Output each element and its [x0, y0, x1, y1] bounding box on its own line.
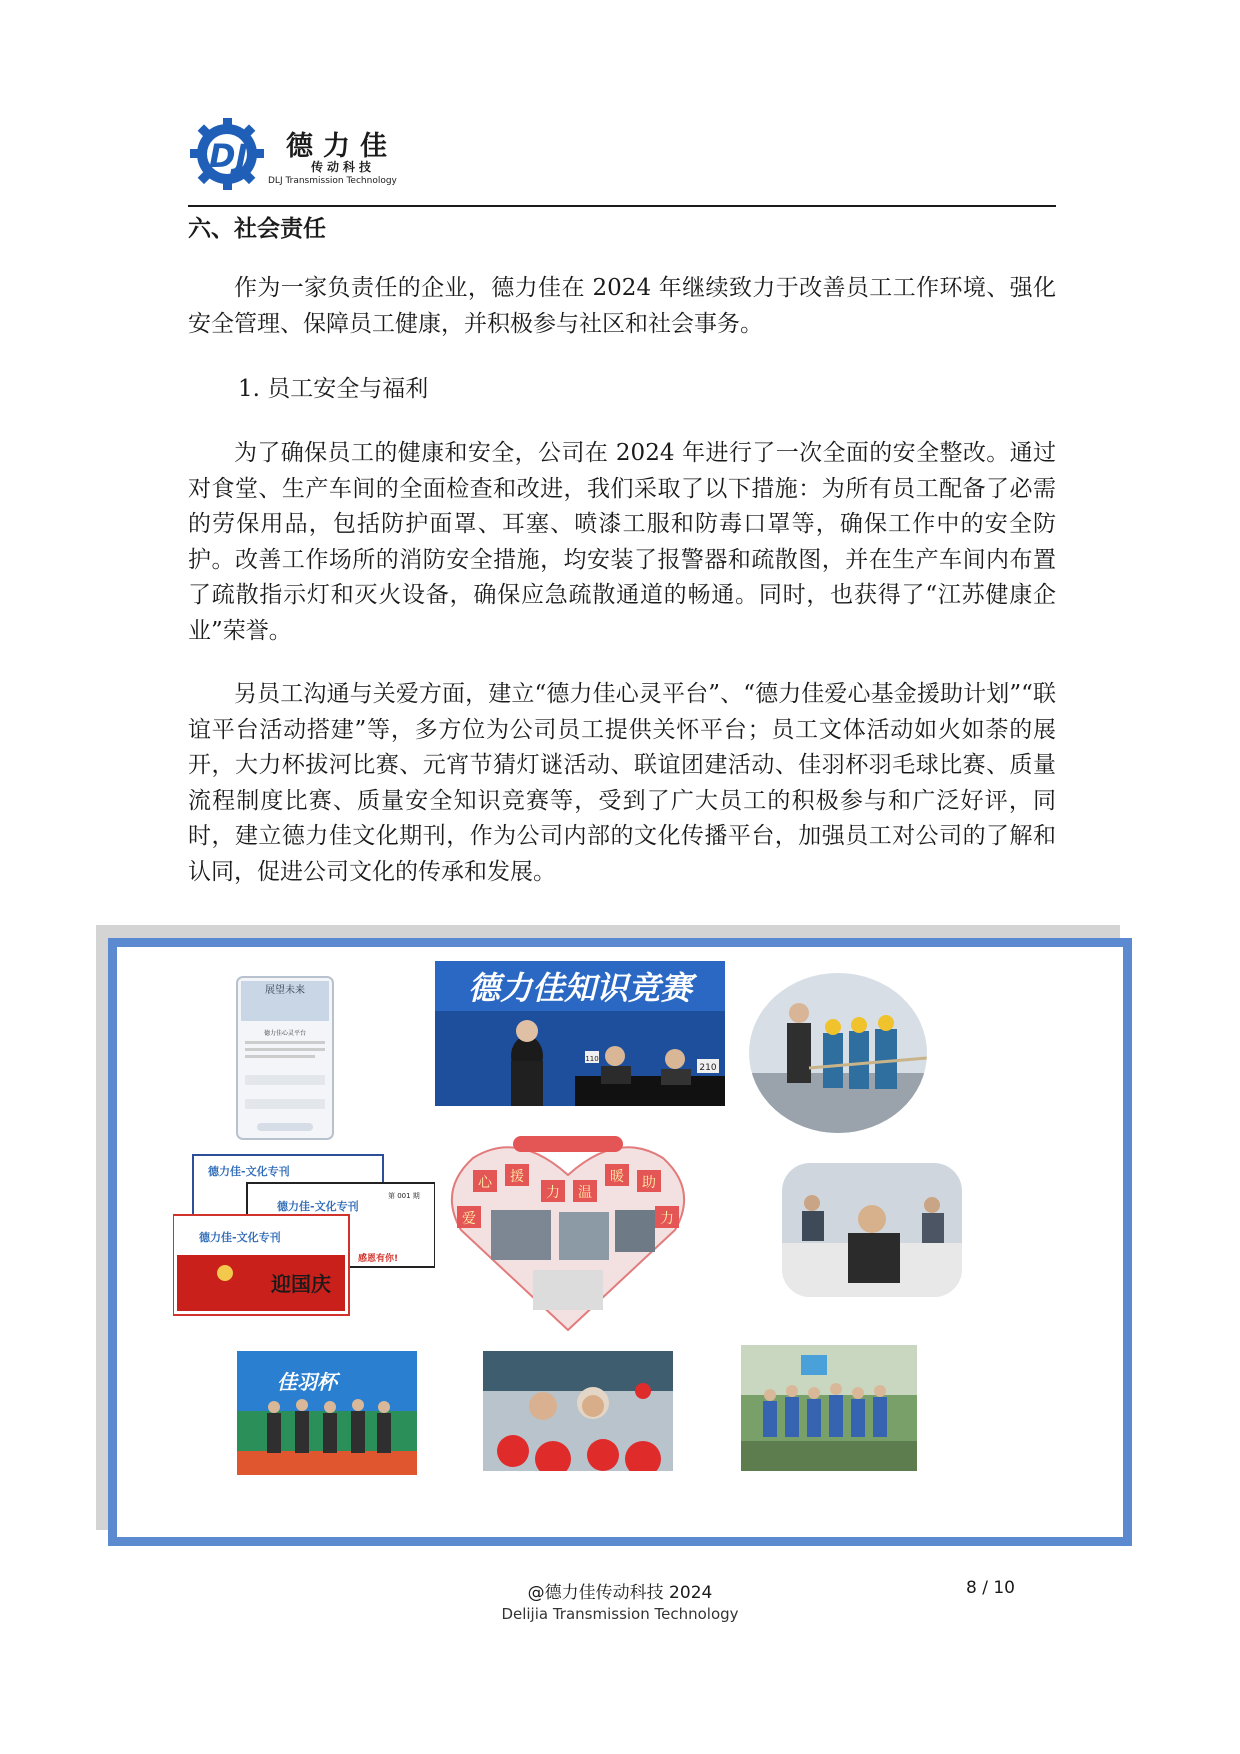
heart-char-4: 温 [578, 1185, 592, 1201]
company-logo [190, 118, 420, 193]
logo-letters: DJ [209, 137, 248, 175]
care-paragraph: 另员工沟通与关爱方面，建立“德力佳心灵平台”、“德力佳爱心基金援助计划”“联谊平台活动搭建”等，多方位为公司员工提供关怀平台；员工文体活动如火如荼的展开，大力杯拔河比赛、元宵节猜灯谜活动、联谊团建活动、佳羽杯羽毛球比赛、质量流程制度比赛、质量安全知识竞赛等，受到了广大员工的积极参与和广泛好评，同时，建立德力佳文化期刊，作为公司内部的文化传播平台，加强员工对公司的了解和认同，促进公司文化的传承和发展。 [188, 681, 1056, 885]
culture-journal-photo [173, 1153, 435, 1318]
heart-char-5: 暖 [610, 1169, 624, 1185]
journal-issue: 第 001 期 [388, 1192, 420, 1200]
company-name-en: DLJ Transmission Technology [268, 176, 397, 186]
journal-title-2: 德力佳-文化专刊 [277, 1200, 359, 1213]
contest-banner: 德力佳知识竞赛 [467, 969, 693, 1007]
score-right: 210 [699, 1063, 717, 1073]
team-building-photo [741, 1345, 917, 1471]
footer-copyright: @德力佳传动科技 2024 [527, 1583, 713, 1603]
phone-screenshot-photo [235, 975, 335, 1141]
heart-char-6: 助 [642, 1175, 656, 1191]
heart-board-photo [443, 1130, 693, 1335]
journal-slogan: 感恩有你! [358, 1254, 399, 1264]
section-title: 六、社会责任 [188, 216, 326, 242]
badminton-banner: 佳羽杯 [277, 1370, 337, 1394]
journal-title-1: 德力佳-文化专刊 [208, 1165, 290, 1178]
subheading: 1. 员工安全与福利 [238, 376, 429, 402]
heart-char-1: 心 [478, 1175, 492, 1191]
footer-company-en: Delijia Transmission Technology [501, 1605, 739, 1623]
lantern-festival-photo [483, 1351, 673, 1471]
phone-title: 展望未来 [265, 985, 305, 996]
badminton-award-photo [237, 1351, 417, 1475]
intro-paragraph: 作为一家负责任的企业，德力佳在 2024 年继续致力于改善员工工作环境、强化安全管理、保障员工健康，并积极参与社区和社会事务。 [188, 275, 1056, 337]
national-day-text: 迎国庆 [271, 1272, 331, 1296]
phone-subtitle: 德力佳心灵平台 [263, 1030, 307, 1037]
header-divider [188, 205, 1056, 207]
photo-collage [108, 938, 1132, 1546]
heart-char-7: 爱 [462, 1211, 476, 1227]
knowledge-contest-photo [435, 961, 725, 1106]
safety-paragraph: 为了确保员工的健康和安全，公司在 2024 年进行了一次全面的安全整改。通过对食堂、生产车间的全面检查和改进，我们采取了以下措施：为所有员工配备了必需的劳保用品，包括防护面罩、耳塞、喷漆工服和防毒口罩等，确保工作中的安全防护。改善工作场所的消防安全措施，均安装了报警器和疏散图，并在生产车间内布置了疏散指示灯和灭火设备，确保应急疏散通道的畅通。同时，也获得了“江苏健康企业”荣誉。 [188, 440, 1056, 644]
gear-logo-icon [190, 118, 268, 190]
company-subtitle: 传动科技 [311, 160, 376, 174]
company-name-cn: 德力佳 [286, 131, 397, 162]
heart-char-2: 援 [510, 1169, 524, 1185]
journal-title-3: 德力佳-文化专刊 [199, 1231, 281, 1244]
heart-char-8: 力 [660, 1211, 674, 1227]
page-number: 8 / 10 [966, 1578, 1015, 1598]
written-test-photo [782, 1163, 962, 1297]
score-left: 110 [585, 1055, 599, 1063]
heart-char-3: 力 [546, 1185, 560, 1201]
tug-of-war-photo [749, 973, 927, 1133]
